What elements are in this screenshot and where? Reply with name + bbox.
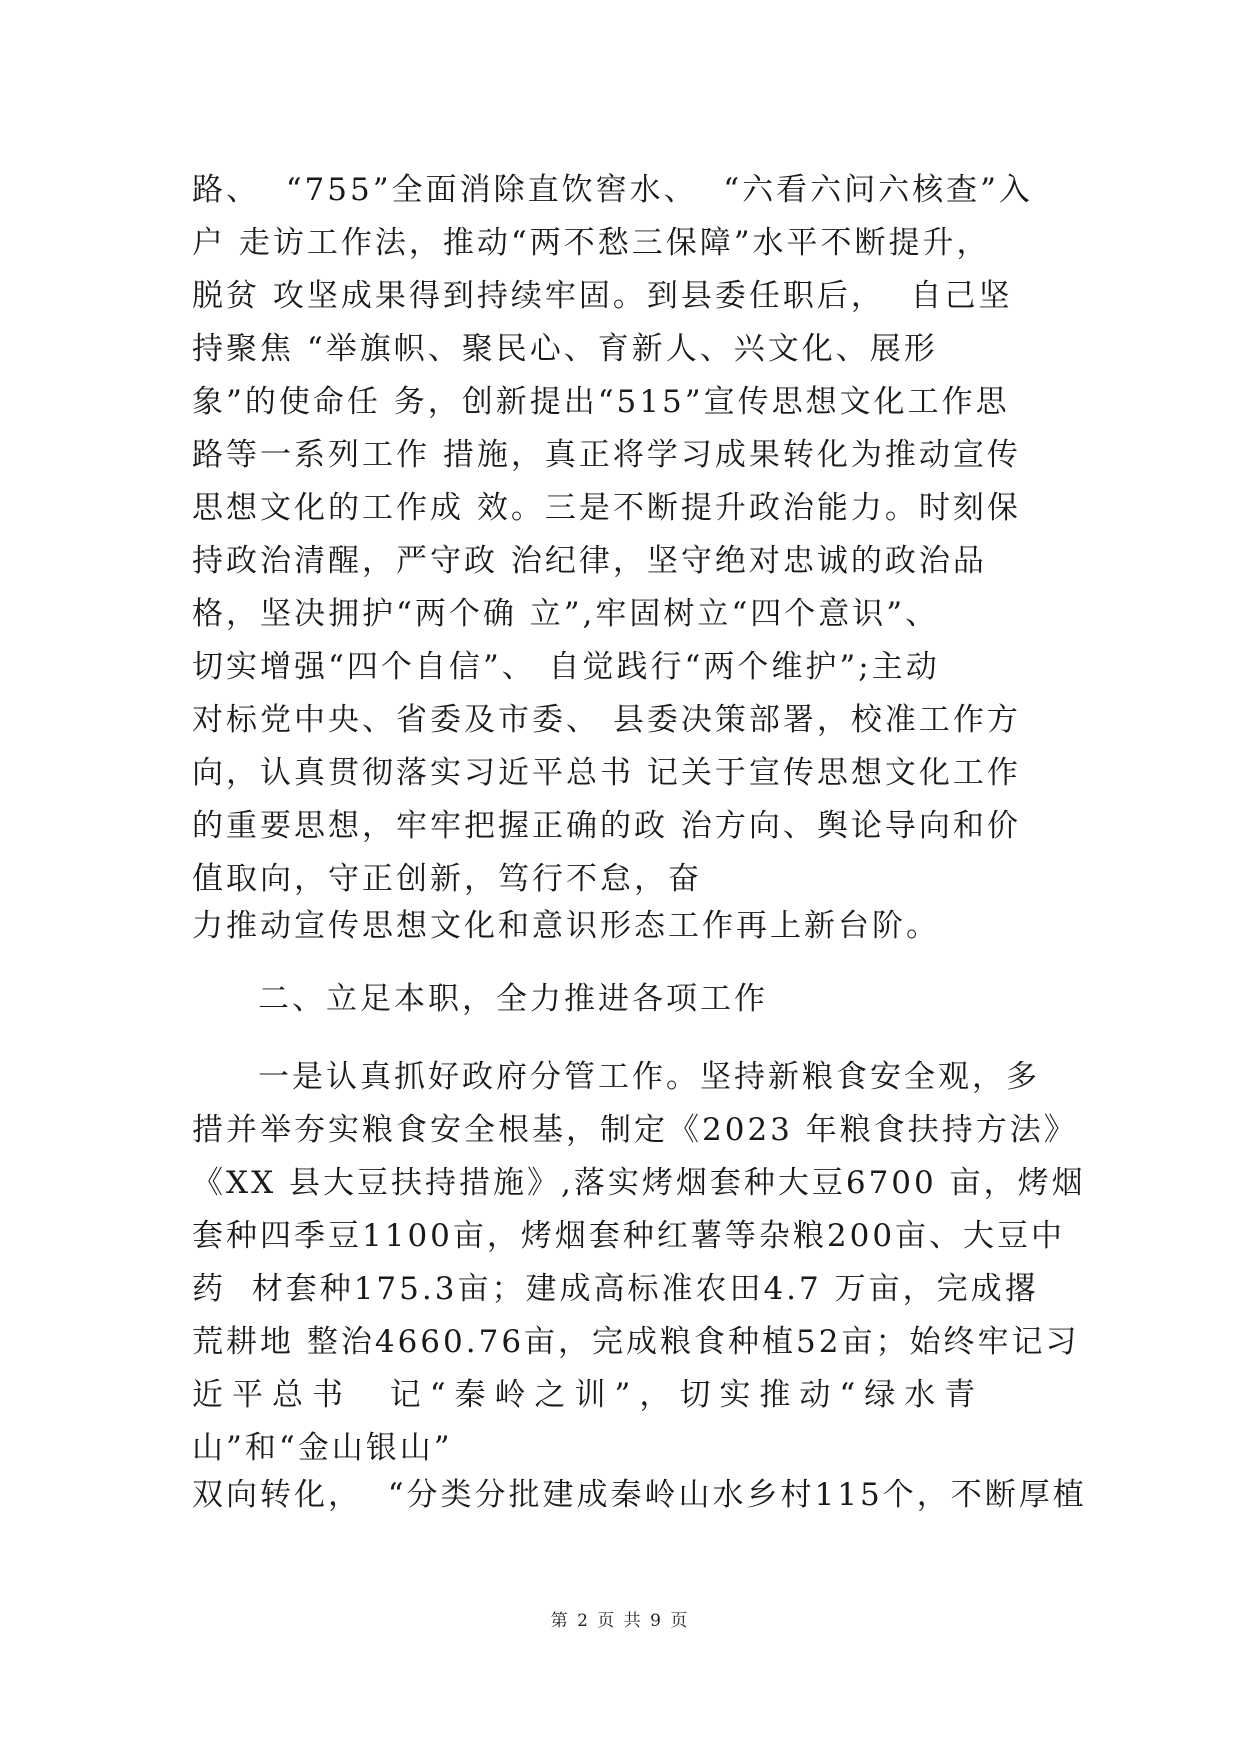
text-line: 的重要思想，牢牢把握正确的政 治方向、舆论导向和价 <box>192 808 1021 844</box>
section-heading: 二、立足本职，全力推进各项工作 <box>258 981 768 1017</box>
text-line: 象”的使命任 务，创新提出“515”宣传思想文化工作思 <box>192 384 1010 420</box>
text-line: 路、 “755”全面消除直饮窖水、 “六看六问六核查”入 <box>192 172 1033 208</box>
text-line: 户 走访工作法，推动“两不愁三保障”水平不断提升， <box>192 225 991 261</box>
text-line: 路等一系列工作 措施，真正将学习成果转化为推动宣传 <box>192 437 1021 473</box>
text-line: 近平总书 记“秦岭之训”，切实推动“绿水青 <box>192 1377 985 1413</box>
text-line: 《XX 县大豆扶持措施》,落实烤烟套种大豆6700 亩，烤烟 <box>192 1165 1086 1201</box>
text-line: 力推动宣传思想文化和意识形态工作再上新台阶。 <box>192 908 940 944</box>
text-line: 脱贫 攻坚成果得到持续牢固。到县委任职后， 自己坚 <box>192 278 1013 314</box>
text-line: 持聚焦 “举旗帜、聚民心、育新人、兴文化、展形 <box>192 331 938 367</box>
text-line: 荒耕地 整治4660.76亩，完成粮食种植52亩；始终牢记习 <box>192 1324 1080 1360</box>
text-line: 向，认真贯彻落实习近平总书 记关于宣传思想文化工作 <box>192 755 1021 791</box>
text-line: 值取向，守正创新，笃行不怠，奋 <box>192 861 702 897</box>
text-line: 一是认真抓好政府分管工作。坚持新粮食安全观，多 <box>258 1059 1040 1095</box>
text-line: 思想文化的工作成 效。三是不断提升政治能力。时刻保 <box>192 490 1021 526</box>
text-line: 措并举夯实粮食安全根基，制定《2023 年粮食扶持方法》 <box>192 1112 1078 1148</box>
text-line: 切实增强“四个自信”、 自觉践行“两个维护”;主动 <box>192 649 940 685</box>
text-line: 药 材套种175.3亩；建成高标准农田4.7 万亩，完成撂 <box>192 1271 1039 1307</box>
text-line: 格，坚决拥护“两个确 立”,牢固树立“四个意识”、 <box>192 596 940 632</box>
text-line: 持政治清醒，严守政 治纪律，坚守绝对忠诚的政治品 <box>192 543 987 579</box>
page-number-footer: 第 2 页 共 9 页 <box>550 1611 690 1631</box>
text-line: 对标党中央、省委及市委、 县委决策部署，校准工作方 <box>192 702 1021 738</box>
text-line: 山”和“金山银山” <box>192 1430 453 1466</box>
text-line: 套种四季豆1100亩，烤烟套种红薯等杂粮200亩、大豆中 <box>192 1218 1066 1254</box>
text-line: 双向转化， “分类分批建成秦岭山水乡村115个，不断厚植 <box>192 1477 1087 1513</box>
